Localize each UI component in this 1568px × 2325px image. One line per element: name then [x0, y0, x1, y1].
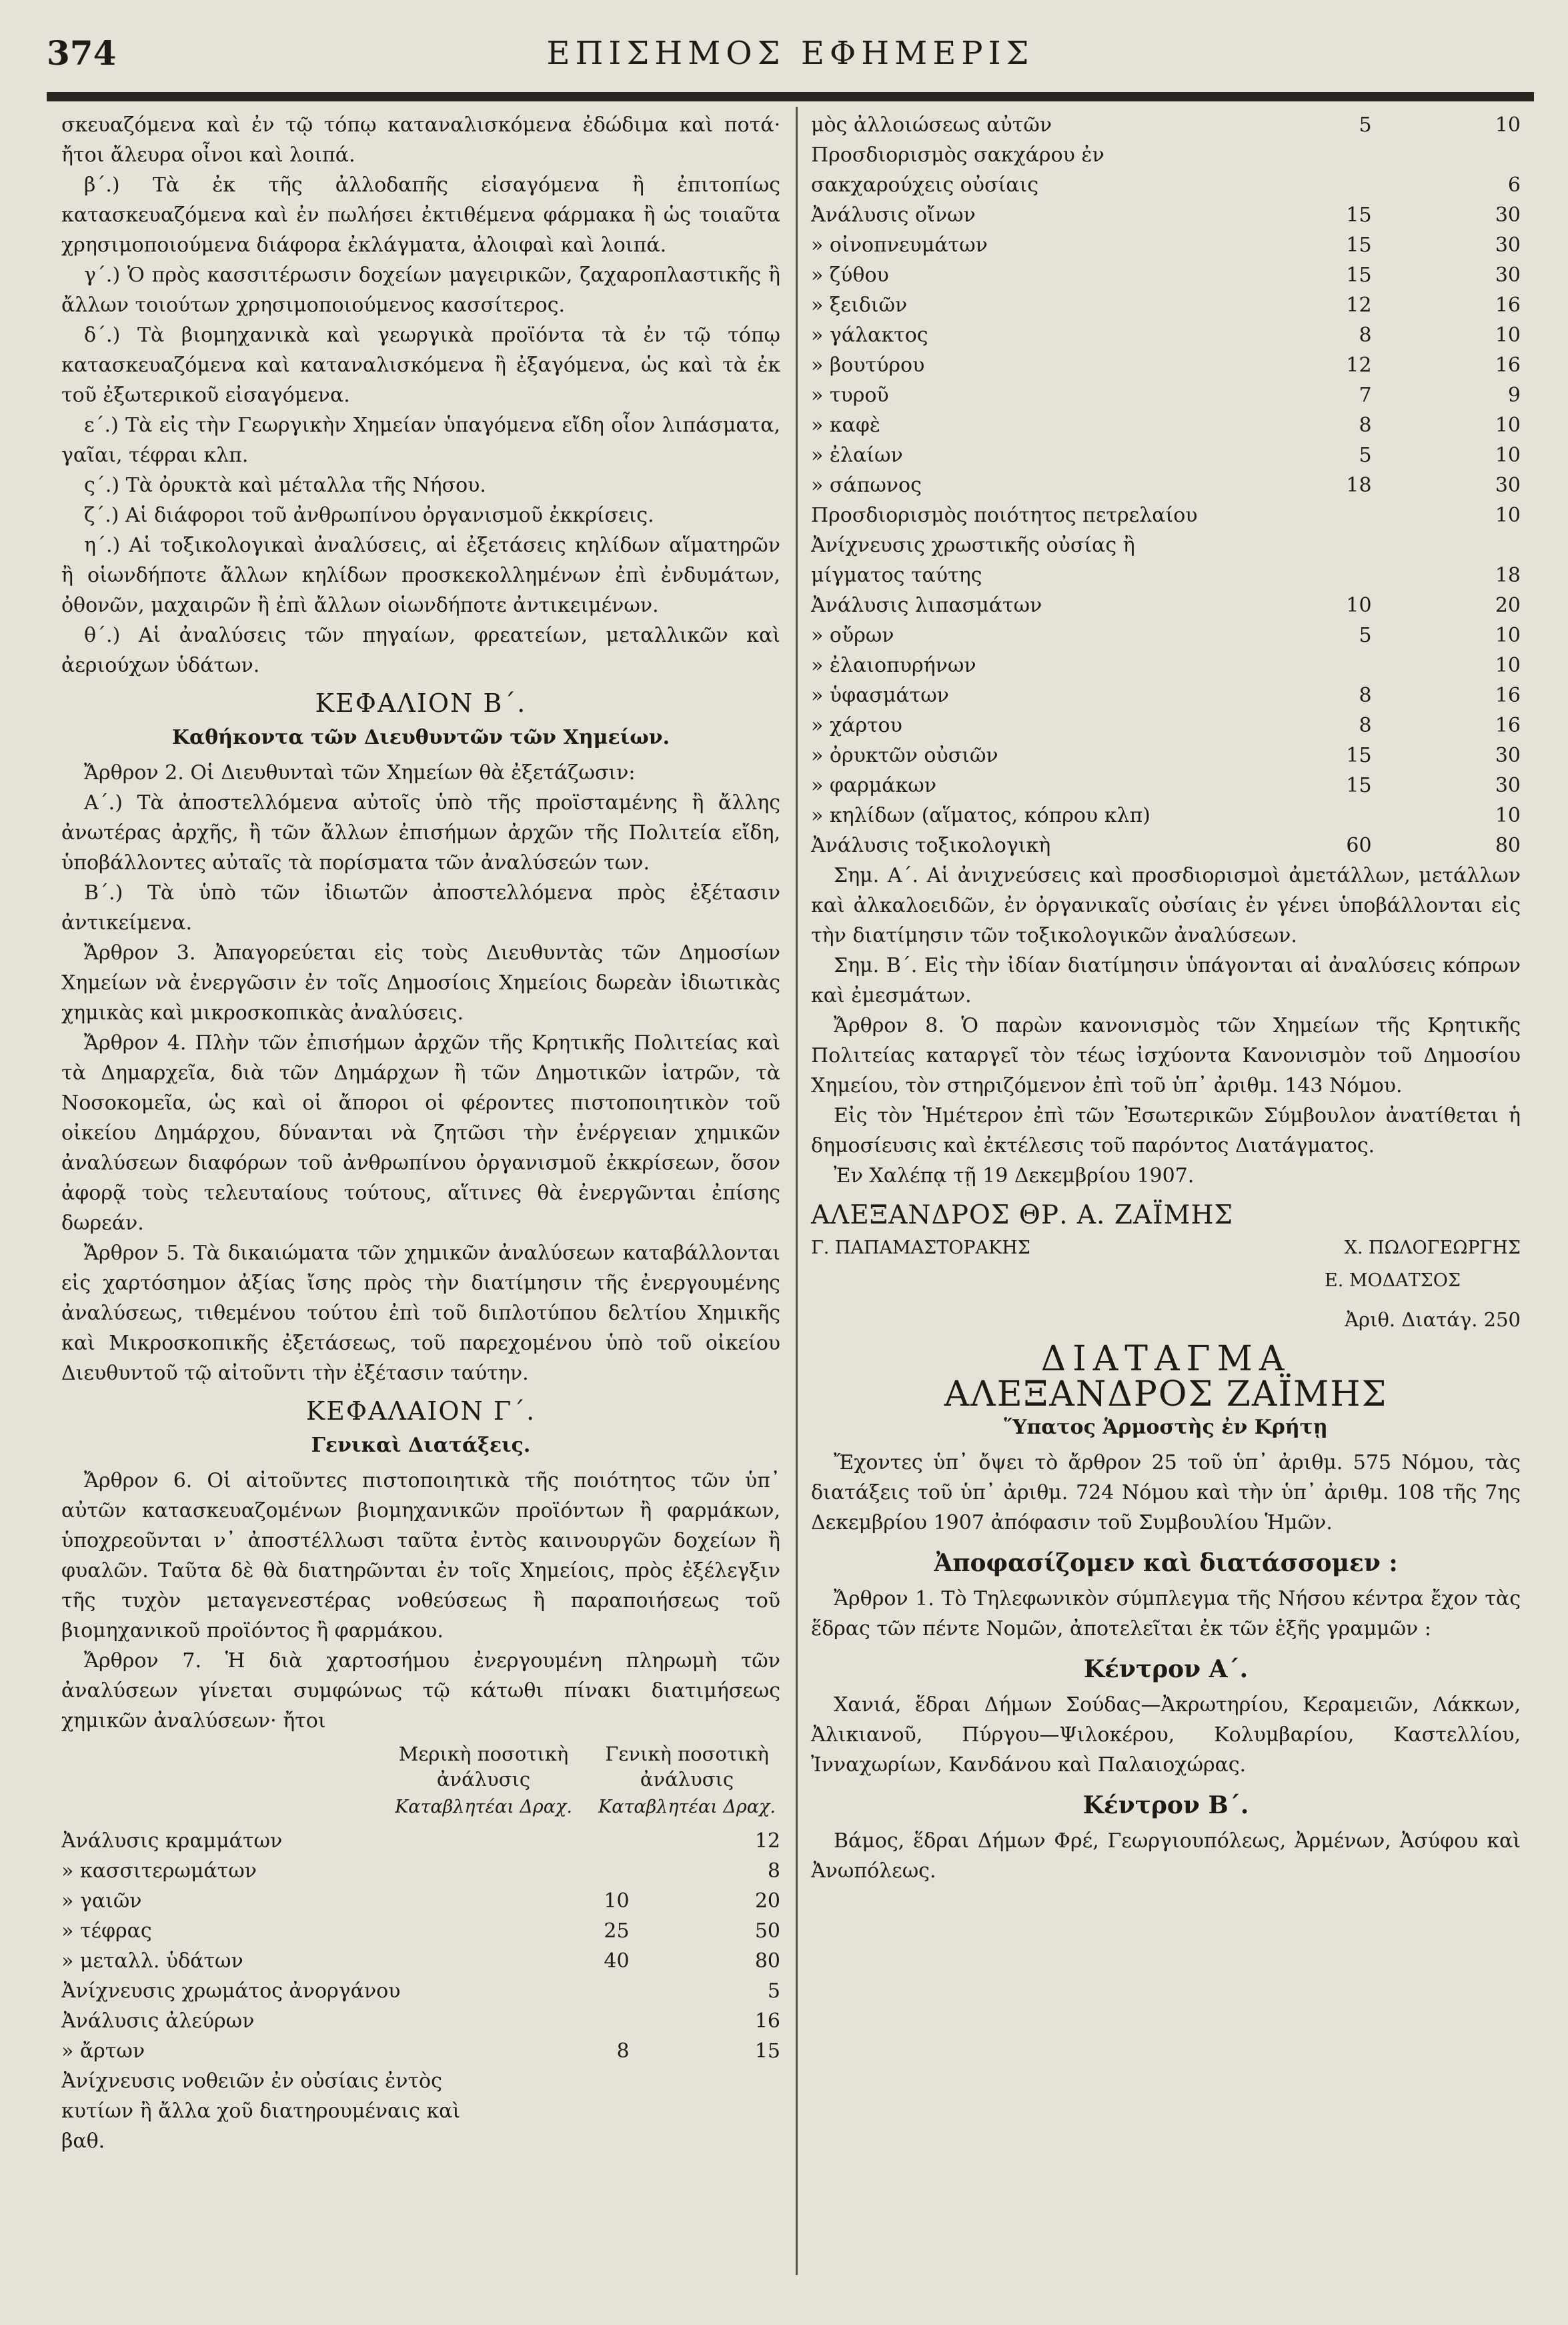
- left-column: [61, 110, 780, 2156]
- table-row: [61, 1856, 780, 1886]
- row-partial: 15: [1346, 744, 1372, 767]
- table-row: [61, 1826, 780, 1856]
- row-total: [630, 2066, 780, 2156]
- row-partial: [1223, 650, 1371, 680]
- row-partial: 12: [1346, 294, 1372, 317]
- row-partial: [1223, 801, 1371, 831]
- paragraph: ς΄.) Τὰ ὀρυκτὰ καὶ μέταλλα τῆς Νήσου.: [84, 474, 486, 497]
- row-label: » ξειδιῶν: [811, 294, 908, 317]
- row-partial: 40: [604, 1949, 630, 1973]
- paragraph: Βάμος, ἕδραι Δήμων Φρέ, Γεωργιουπόλεως, Ἀρμένων, Ἀσύφου καὶ Ἀνωπόλεως.: [811, 1829, 1521, 1883]
- row-label: » γαιῶν: [61, 1889, 142, 1913]
- row-total: 30: [1495, 234, 1521, 257]
- row-partial: 5: [1359, 624, 1372, 647]
- row-total: 16: [1495, 294, 1521, 317]
- article-clause: Α΄.) Τὰ ἀποστελλόμενα αὐτοῖς ὑπὸ τῆς προϊσταμένης ἢ ἄλλης ἀνωτέρας ἀρχῆς, ἢ τῶν ἄλλων ἐπισήμων ἀρχῶν τῆς Πολιτεία εἴδη, ὑποβάλλοντες αὐταῖς τὰ πορίσματα τῶν ἀναλύσεών των.: [61, 791, 780, 875]
- table-row: [811, 440, 1521, 470]
- paragraph: Ἔχοντες ὑπ᾿ ὄψει τὸ ἄρθρον 25 τοῦ ὑπ᾿ ἀριθμ. 575 Νόμου, τὰς διατάξεις τοῦ ὑπ᾿ ἀριθμ. 724 Νόμου καὶ τὴν ὑπ᾿ ἀριθμ. 108 τῆς 7ης Δεκεμβρίου 1907 ἀπόφασιν τοῦ Συμβουλίου Ἡμῶν.: [811, 1451, 1521, 1534]
- row-label: Ἀνάλυσις ἀλεύρων: [61, 2009, 255, 2033]
- row-total: 30: [1495, 744, 1521, 767]
- row-partial: [478, 1976, 629, 2006]
- table-row: [811, 290, 1521, 320]
- table-row: [811, 410, 1521, 440]
- row-total: 20: [1495, 594, 1521, 617]
- row-total: 80: [1495, 834, 1521, 857]
- row-label: » βουτύρου: [811, 354, 925, 377]
- row-partial: [478, 1856, 629, 1886]
- paragraph: γ΄.) Ὁ πρὸς κασσιτέρωσιν δοχείων μαγειρικῶν, ζαχαροπλαστικῆς ἢ ἄλλων τοιούτων χρησιμοποιούμενος κασσίτερος.: [61, 264, 780, 317]
- row-partial: 12: [1346, 354, 1372, 377]
- chapter-heading: ΚΕΦΑΛΙΟΝ Β΄.: [315, 688, 527, 718]
- row-total: 9: [1507, 384, 1521, 407]
- row-total: 16: [754, 2009, 780, 2033]
- row-partial: 8: [616, 2039, 630, 2063]
- row-total: 16: [1495, 354, 1521, 377]
- column-divider: [796, 107, 798, 2275]
- table-row: [811, 741, 1521, 771]
- row-label: Ἀνάλυσις κραμμάτων: [61, 1829, 283, 1853]
- table-row: [811, 650, 1521, 680]
- table-row: [811, 260, 1521, 290]
- row-total: 30: [1495, 774, 1521, 797]
- chapter-subheading: Γενικαὶ Διατάξεις.: [311, 1434, 531, 1457]
- row-label: Ἀνάλυσις οἴνων: [811, 203, 976, 227]
- row-label: Ἀνίχνευσις νοθειῶν ἐν οὐσίαις ἐντὸς κυτίων ἢ ἄλλα χοῦ διατηρουμέναις καὶ βαθ.: [61, 2069, 461, 2153]
- fee-table-header: [61, 1741, 780, 1792]
- column-subheader-partial: Καταβλητέαι Δραχ.: [395, 1797, 572, 1817]
- table-row: [811, 680, 1521, 711]
- row-total: 16: [1495, 684, 1521, 707]
- table-row: [811, 530, 1521, 590]
- row-label: Προσδιορισμὸς ποιότητος πετρελαίου: [811, 504, 1198, 527]
- table-row: [61, 2066, 780, 2156]
- row-label: » γάλακτος: [811, 324, 928, 347]
- fee-table-continued: [811, 110, 1521, 861]
- note: Σημ. Α΄. Αἱ ἀνιχνεύσεις καὶ προσδιορισμοὶ ἀμετάλλων, μετάλλων καὶ ἀλκαλοειδῶν, ἐν ὀργανικαῖς οὐσίαις ἐν γένει ὑποβάλλονται εἰς τὴν διατίμησιν τῶν τοξικολογικῶν ἀναλύσεων.: [811, 864, 1521, 947]
- row-partial: 15: [1346, 774, 1372, 797]
- row-total: 30: [1495, 264, 1521, 287]
- row-partial: 8: [1359, 324, 1372, 347]
- table-row: [811, 320, 1521, 350]
- row-total: 8: [767, 1859, 780, 1883]
- table-row: [61, 1886, 780, 1916]
- row-label: » ὀρυκτῶν οὐσιῶν: [811, 744, 998, 767]
- signatory-name: ΑΛΕΞΑΝΔΡΟΣ ΘΡ. Α. ΖΑΪΜΗΣ: [811, 1200, 1234, 1230]
- row-total: 12: [754, 1829, 780, 1853]
- row-partial: 5: [1359, 444, 1372, 467]
- table-row: [811, 110, 1521, 140]
- row-total: 10: [1495, 414, 1521, 437]
- row-total: 30: [1495, 474, 1521, 497]
- row-label: » χάρτου: [811, 714, 902, 737]
- row-total: 6: [1507, 173, 1521, 197]
- row-partial: [478, 2066, 629, 2156]
- row-partial: 8: [1359, 714, 1372, 737]
- row-total: 80: [754, 1949, 780, 1973]
- row-label: » σάπωνος: [811, 474, 922, 497]
- table-row: [811, 140, 1521, 200]
- table-row: [811, 711, 1521, 741]
- table-row: [811, 590, 1521, 620]
- table-row: [61, 1916, 780, 1946]
- cosignatory-name: Γ. ΠΑΠΑΜΑΣΤΟΡΑΚΗΣ: [811, 1238, 1030, 1258]
- table-row: [811, 350, 1521, 380]
- row-partial: 10: [1346, 594, 1372, 617]
- row-partial: 15: [1346, 203, 1372, 227]
- decree-issuer-office: Ὕπατος Ἁρμοστὴς ἐν Κρήτῃ: [1004, 1416, 1328, 1439]
- row-partial: 8: [1359, 684, 1372, 707]
- row-total: 20: [754, 1889, 780, 1913]
- row-total: 15: [754, 2039, 780, 2063]
- table-row: [811, 500, 1521, 530]
- row-partial: [478, 1826, 629, 1856]
- cosignatories-row: [811, 1233, 1521, 1263]
- paragraph: ζ΄.) Αἱ διάφοροι τοῦ ἀνθρωπίνου ὀργανισμοῦ ἐκκρίσεις.: [84, 504, 654, 527]
- paragraph: θ΄.) Αἱ ἀναλύσεις τῶν πηγαίων, φρεατείων, μεταλλικῶν καὶ ἀεριούχων ὑδάτων.: [61, 624, 780, 677]
- row-label: » καφὲ: [811, 414, 881, 437]
- table-row: [811, 200, 1521, 230]
- column-subheader-total: Καταβλητέαι Δραχ.: [598, 1797, 776, 1817]
- row-label: » ζύθου: [811, 264, 889, 287]
- decree-resolution-heading: Ἀποφασίζομεν καὶ διατάσσομεν :: [934, 1549, 1398, 1577]
- right-column: [811, 110, 1521, 1886]
- cosignatory-name: Ε. ΜΟΔΑΤΣΟΣ: [1325, 1270, 1461, 1291]
- row-label: » ἐλαίων: [811, 444, 903, 467]
- fee-table: [61, 1826, 780, 2156]
- paragraph: Χανιά, ἕδραι Δήμων Σούδας—Ἀκρωτηρίου, Κεραμειῶν, Λάκκων, Ἀλικιανοῦ, Πύργου—Ψιλοκέρου, Κολυμβαρίου, Καστελλίου, Ἰνναχωρίων, Κανδάνου καὶ Παλαιοχώρας.: [811, 1693, 1521, 1777]
- row-partial: [1223, 530, 1371, 590]
- row-partial: 5: [1359, 113, 1372, 137]
- center-heading: Κέντρον Α΄.: [1083, 1655, 1249, 1683]
- row-label: » ὑφασμάτων: [811, 684, 949, 707]
- row-total: 16: [1495, 714, 1521, 737]
- table-row: [811, 831, 1521, 861]
- row-total: 10: [1495, 654, 1521, 677]
- row-partial: 15: [1346, 234, 1372, 257]
- row-partial: 7: [1359, 384, 1372, 407]
- table-row: [811, 470, 1521, 500]
- row-total: 10: [1495, 324, 1521, 347]
- row-total: 10: [1495, 504, 1521, 527]
- row-label: » ἐλαιοπυρήνων: [811, 654, 976, 677]
- row-label: » κασσιτερωμάτων: [61, 1859, 257, 1883]
- article: Ἄρθρον 2. Οἱ Διευθυνταὶ τῶν Χημείων θὰ ἐξετάζωσιν:: [84, 761, 636, 785]
- article: Ἄρθρον 8. Ὁ παρὼν κανονισμὸς τῶν Χημείων τῆς Κρητικῆς Πολιτείας καταργεῖ τὸν τέως ἰσχύοντα Κανονισμὸν τοῦ Δημοσίου Χημείου, τὸν στηριζόμενον ἐπὶ τοῦ ὑπ᾿ ἀριθμ. 143 Νόμου.: [811, 1014, 1521, 1097]
- row-label: Ἀνίχνευσις χρωστικῆς οὐσίας ἢ μίγματος ταύτης: [811, 534, 1135, 587]
- chapter-heading: ΚΕΦΑΛΑΙΟΝ Γ΄.: [305, 1396, 536, 1426]
- column-header-total: Γενικὴ ποσοτικὴ ἀνάλυσις: [605, 1743, 769, 1791]
- row-label: » φαρμάκων: [811, 774, 936, 797]
- table-row: [811, 380, 1521, 410]
- row-total: 10: [1495, 113, 1521, 137]
- table-row: [811, 620, 1521, 650]
- article-clause: Β΄.) Τὰ ὑπὸ τῶν ἰδιωτῶν ἀποστελλόμενα πρὸς ἐξέτασιν ἀντικείμενα.: [61, 881, 780, 935]
- row-label: Ἀνάλυσις τοξικολογικὴ: [811, 834, 1051, 857]
- row-label: » οὔρων: [811, 624, 894, 647]
- row-partial: [478, 2006, 629, 2036]
- paragraph: β΄.) Τὰ ἐκ τῆς ἀλλοδαπῆς εἰσαγόμενα ἢ ἐπιτοπίως κατασκευαζόμενα καὶ ἐν πωλήσει ἐκτιθέμενα φάρμακα ἢ ὡς τοιαῦτα χρησιμοποιούμενα διάφορα ἐκλάγματα, ἀλοιφαὶ καὶ λοιπά.: [61, 173, 780, 257]
- table-row: [61, 1976, 780, 2006]
- row-partial: 10: [604, 1889, 630, 1913]
- paragraph: ε΄.) Τὰ εἰς τὴν Γεωργικὴν Χημείαν ὑπαγόμενα εἴδη οἷον λιπάσματα, γαῖαι, τέφραι κλπ.: [61, 414, 780, 467]
- decree-issuer-name: ΑΛΕΞΑΝΔΡΟΣ ΖΑΪΜΗΣ: [944, 1374, 1388, 1414]
- row-label: Ἀνίχνευσις χρωμάτος ἀνοργάνου: [61, 1979, 401, 2003]
- header-rule: [47, 92, 1534, 101]
- table-row: [811, 801, 1521, 831]
- decree-number: Ἀριθ. Διατάγ. 250: [1345, 1308, 1521, 1331]
- row-partial: 18: [1346, 474, 1372, 497]
- row-total: 30: [1495, 203, 1521, 227]
- table-row: [61, 2006, 780, 2036]
- row-total: 10: [1495, 804, 1521, 827]
- note: Σημ. Β΄. Εἰς τὴν ἰδίαν διατίμησιν ὑπάγονται αἱ ἀναλύσεις κόπρων καὶ ἐμεσμάτων.: [811, 954, 1521, 1007]
- row-label: » κηλίδων (αἵματος, κόπρου κλπ): [811, 804, 1150, 827]
- row-label: » οἰνοπνευμάτων: [811, 234, 988, 257]
- article: Ἄρθρον 4. Πλὴν τῶν ἐπισήμων ἀρχῶν τῆς Κρητικῆς Πολιτείας καὶ τὰ Δημαρχεῖα, διὰ τῶν Δημάρχων ἢ τῶν Δημοτικῶν ἰατρῶν, τὰ Νοσοκομεῖα, ὡς καὶ οἱ ἄποροι οἱ φέροντες πιστοποιητικὸν τοῦ οἰκείου Δημάρχου, δύνανται νὰ ζητῶσι τὴν ἐνέργειαν χημικῶν ἀναλύσεων διαφόρων τοῦ ἀνθρωπίνου ὀργανισμοῦ ἐκκρίσεων, ὅσον ἀφορᾷ τοὺς τελευταίους τούτους, αἵτινες θὰ ἐνεργῶνται ἐπίσης δωρεάν.: [61, 1031, 780, 1235]
- chapter-subheading: Καθήκοντα τῶν Διευθυντῶν τῶν Χημείων.: [171, 726, 670, 749]
- fee-table-subheader: [61, 1792, 780, 1822]
- row-partial: 25: [604, 1919, 630, 1943]
- table-row: [61, 2036, 780, 2066]
- article: Ἄρθρον 6. Οἱ αἰτοῦντες πιστοποιητικὰ τῆς ποιότητος τῶν ὑπ᾿ αὐτῶν κατασκευαζομένων βιομηχανικῶν προϊόντων ἢ φαρμάκων, ὑποχρεοῦνται ν᾿ ἀποστέλλωσι ταῦτα ἐντὸς καινουργῶν δοχείων ἢ φυαλῶν. Ταῦτα δὲ θὰ διατηρῶνται ἐν τοῖς Χημείοις, πρὸς ἐξέλεγξιν τῆς τυχὸν μεταγενεστέρας νοθεύσεως ἢ παραποιήσεως τοῦ βιομηχανικοῦ προϊόντος ἢ φαρμάκου.: [61, 1469, 780, 1643]
- paragraph: σκευαζόμενα καὶ ἐν τῷ τόπῳ καταναλισκόμενα ἐδώδιμα καὶ ποτά· ἤτοι ἄλευρα οἶνοι καὶ λοιπά.: [61, 113, 780, 167]
- paragraph: δ΄.) Τὰ βιομηχανικὰ καὶ γεωργικὰ προϊόντα τὰ ἐν τῷ τόπῳ κατασκευαζόμενα καὶ καταναλισκόμενα ἢ ἐξαγόμενα, ὡς καὶ τὰ ἐκ τοῦ ἐξωτερικοῦ εἰσαγόμενα.: [61, 324, 780, 407]
- row-partial: [1223, 140, 1371, 200]
- paragraph: η΄.) Αἱ τοξικολογικαὶ ἀναλύσεις, αἱ ἐξετάσεις κηλίδων αἵματηρῶν ἢ οἱωνδήποτε ἄλλων κηλίδων προσκεκολλημένων ἐπὶ ἐνδυμάτων, ὀθονῶν, μαχαιρῶν ἢ ἐπὶ ἄλλων οἱωνδήποτε ἀντικειμένων.: [61, 534, 780, 617]
- row-label: » ἄρτων: [61, 2039, 145, 2063]
- row-label: » τυροῦ: [811, 384, 889, 407]
- cosignatory-name: Χ. ΠΩΛΟΓΕΩΡΓΗΣ: [1344, 1238, 1521, 1258]
- row-label: » τέφρας: [61, 1919, 152, 1943]
- row-label: Προσδιορισμὸς σακχάρου ἐν σακχαρούχεις οὐσίαις: [811, 143, 1104, 197]
- page-header: [47, 27, 1534, 90]
- row-total: 10: [1495, 624, 1521, 647]
- article: Ἄρθρον 5. Τὰ δικαιώματα τῶν χημικῶν ἀναλύσεων καταβάλλονται εἰς χαρτόσημον ἀξίας ἴσης πρὸς τὴν διατίμησιν τῆς ἐνεργουμένης ἀναλύσεως, τιθεμένου τούτου ἐπὶ τοῦ διπλοτύπου δελτίου Χημικῆς καὶ Μικροσκοπικῆς ἐξετάσεως, τοῦ παρεχομένου ὑπὸ τοῦ οἰκείου Διευθυντοῦ τῷ αἰτοῦντι τὴν ἐξέτασιν ταύτην.: [61, 1242, 780, 1385]
- row-label: μὸς ἀλλοιώσεως αὐτῶν: [811, 113, 1052, 137]
- row-total: 5: [767, 1979, 780, 2003]
- table-row: [811, 771, 1521, 801]
- table-row: [811, 230, 1521, 260]
- table-row: [61, 1946, 780, 1976]
- decree-title: ΔΙΑΤΑΓΜΑ: [1040, 1339, 1291, 1379]
- row-label: Ἀνάλυσις λιπασμάτων: [811, 594, 1042, 617]
- center-heading: Κέντρον Β΄.: [1082, 1791, 1249, 1819]
- row-total: 50: [754, 1919, 780, 1943]
- column-header-partial: Μερικὴ ποσοτικὴ ἀνάλυσις: [398, 1743, 569, 1791]
- row-total: 10: [1495, 444, 1521, 467]
- row-partial: 15: [1346, 264, 1372, 287]
- gazette-title: ΕΠΙΣΗΜΟΣ ΕΦΗΜΕΡΙΣ: [546, 35, 1034, 72]
- row-label: » μεταλλ. ὑδάτων: [61, 1949, 243, 1973]
- date-line: Ἐν Χαλέπᾳ τῇ 19 Δεκεμβρίου 1907.: [834, 1164, 1195, 1188]
- page-number: 374: [47, 33, 117, 73]
- row-partial: 60: [1346, 834, 1372, 857]
- row-total: 18: [1495, 564, 1521, 587]
- article: Ἄρθρον 3. Ἀπαγορεύεται εἰς τοὺς Διευθυντὰς τῶν Δημοσίων Χημείων νὰ ἐνεργῶσιν ἐν τοῖς Δημοσίοις Χημείοις δωρεὰν ἰδιωτικὰς χημικὰς καὶ μικροσκοπικὰς ἀναλύσεις.: [61, 941, 780, 1025]
- article: Ἄρθρον 7. Ἡ διὰ χαρτοσήμου ἐνεργουμένη πληρωμὴ τῶν ἀναλύσεων γίνεται συμφώνως τῷ κάτωθι πίνακι διατιμήσεως χημικῶν ἀναλύσεων· ἤτοι: [61, 1649, 780, 1733]
- article: Ἄρθρον 1. Τὸ Τηλεφωνικὸν σύμπλεγμα τῆς Νήσου κέντρα ἔχον τὰς ἕδρας τῶν πέντε Νομῶν, ἀποτελεῖται ἐκ τῶν ἑξῆς γραμμῶν :: [811, 1587, 1521, 1641]
- row-partial: [1223, 500, 1371, 530]
- row-partial: 8: [1359, 414, 1372, 437]
- paragraph: Εἰς τὸν Ἡμέτερον ἐπὶ τῶν Ἐσωτερικῶν Σύμβουλον ἀνατίθεται ἡ δημοσίευσις καὶ ἐκτέλεσις τοῦ παρόντος Διατάγματος.: [811, 1104, 1521, 1157]
